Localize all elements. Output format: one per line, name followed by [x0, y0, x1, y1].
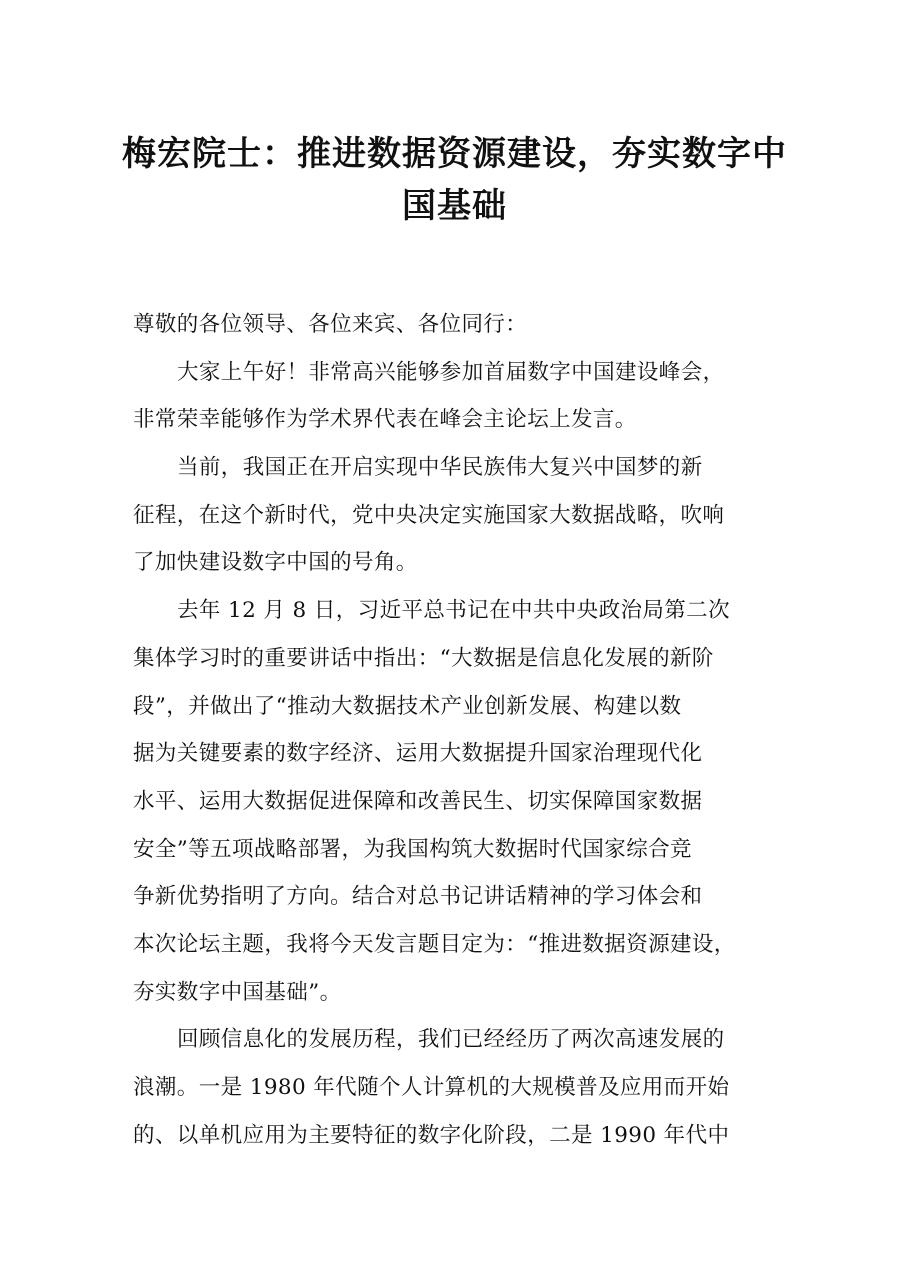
document-title — [120, 128, 789, 232]
paragraph-line: 夯实数字中国基础”。 — [133, 979, 342, 1005]
paragraph-line: 集体学习时的重要讲话中指出：“大数据是信息化发展的新阶 — [133, 645, 714, 671]
paragraph-line: 浪潮。一是 1980 年代随个人计算机的大规模普及应用而开始 — [133, 1075, 730, 1100]
paragraph-line: 征程，在这个新时代，党中央决定实施国家大数据战略，吹响 — [133, 502, 725, 528]
paragraph-line: 去年 12 月 8 日，习近平总书记在中共中央政治局第二次 — [177, 598, 730, 624]
paragraph-line: 段”，并做出了“推动大数据技术产业创新发展、构建以数 — [133, 693, 682, 719]
paragraph-line: 争新优势指明了方向。结合对总书记讲话精神的学习体会和 — [133, 884, 703, 910]
paragraph-line: 回顾信息化的发展历程，我们已经经历了两次高速发展的 — [177, 1027, 725, 1053]
paragraph-line: 的、以单机应用为主要特征的数字化阶段，二是 1990 年代中 — [133, 1122, 730, 1148]
paragraph-line: 本次论坛主题，我将今天发言题目定为：“推进数据资源建设， — [133, 931, 736, 957]
salutation-line: 尊敬的各位领导、各位来宾、各位同行： — [133, 312, 528, 337]
paragraph-line: 非常荣幸能够作为学术界代表在峰会主论坛上发言。 — [133, 407, 637, 433]
paragraph-line: 当前，我国正在开启实现中华民族伟大复兴中国梦的新 — [177, 455, 703, 481]
paragraph-line: 安全”等五项战略部署，为我国构筑大数据时代国家综合竞 — [133, 836, 692, 862]
paragraph-line: 了加快建设数字中国的号角。 — [133, 550, 418, 576]
paragraph-line: 大家上午好！非常高兴能够参加首届数字中国建设峰会， — [177, 359, 725, 385]
paragraph-line: 据为关键要素的数字经济、运用大数据提升国家治理现代化 — [133, 741, 703, 767]
paragraph-line: 水平、运用大数据促进保障和改善民生、切实保障国家数据 — [133, 788, 703, 814]
title-line: 国基础 — [402, 186, 507, 226]
title-line: 梅宏院士：推进数据资源建设，夯实数字中 — [122, 134, 787, 174]
document-body — [133, 301, 793, 1159]
